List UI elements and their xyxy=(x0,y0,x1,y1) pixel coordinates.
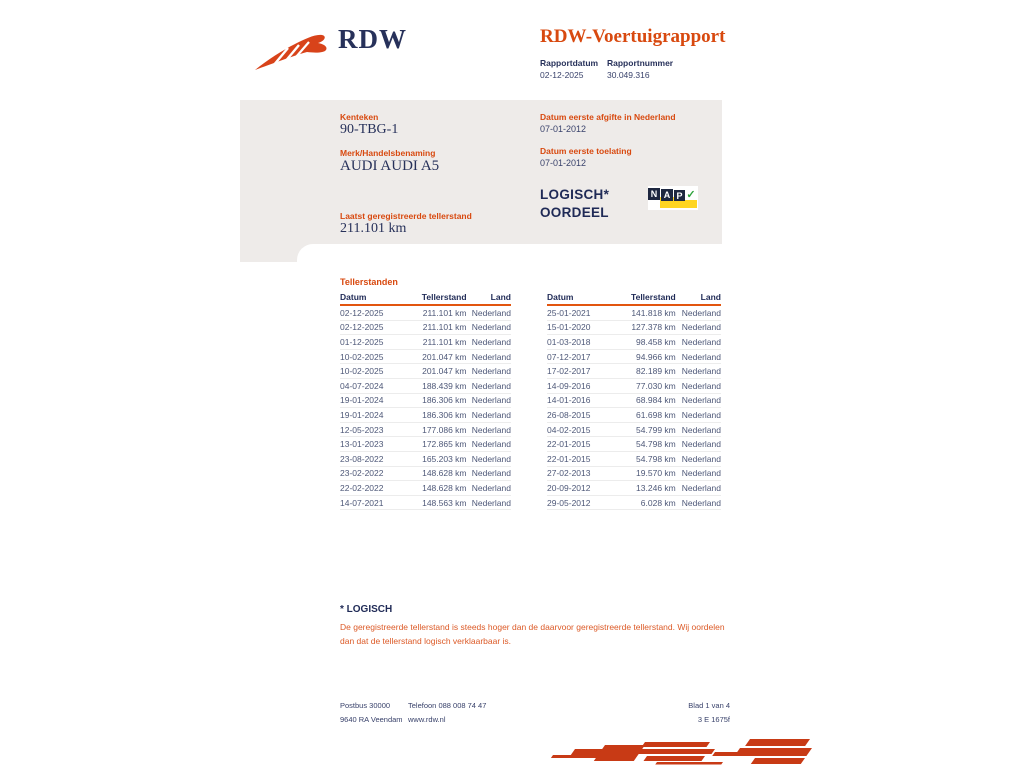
table-row xyxy=(340,379,511,394)
cell-datum: 19-01-2024 xyxy=(340,395,384,406)
cell-land: Nederland xyxy=(471,366,511,377)
cell-datum: 22-02-2022 xyxy=(340,482,384,493)
cell-datum: 07-12-2017 xyxy=(547,351,591,362)
cell-datum: 04-02-2015 xyxy=(547,424,591,435)
cell-tellerstand: 54.798 km xyxy=(636,439,676,450)
cell-datum: 26-08-2015 xyxy=(547,409,591,420)
cell-land: Nederland xyxy=(471,322,511,333)
cell-land: Nederland xyxy=(681,395,721,406)
table-row xyxy=(547,394,721,409)
cell-land: Nederland xyxy=(471,336,511,347)
cell-land: Nederland xyxy=(471,395,511,406)
table-row xyxy=(340,467,511,482)
nap-letter-a: A xyxy=(661,189,673,201)
toelating-label: Datum eerste toelating xyxy=(540,146,632,156)
table-body xyxy=(340,306,511,510)
report-number-label: Rapportnummer xyxy=(607,58,674,68)
cell-datum: 01-03-2018 xyxy=(547,336,591,347)
col-header-tellerstand: Tellerstand xyxy=(631,292,676,302)
cell-land: Nederland xyxy=(681,482,721,493)
cell-datum: 19-01-2024 xyxy=(340,409,384,420)
cell-datum: 23-02-2022 xyxy=(340,468,384,479)
afgifte-value: 07-01-2012 xyxy=(540,124,587,134)
report-date-label: Rapportdatum xyxy=(540,58,599,68)
cell-land: Nederland xyxy=(681,307,721,318)
cell-land: Nederland xyxy=(681,439,721,450)
tellerstanden-section-title: Tellerstanden xyxy=(340,277,398,287)
table-row xyxy=(340,350,511,365)
cell-tellerstand: 141.818 km xyxy=(631,307,676,318)
table-row xyxy=(547,481,721,496)
cell-datum: 12-05-2023 xyxy=(340,424,384,435)
kenteken-value: 90-TBG-1 xyxy=(340,122,399,137)
cell-tellerstand: 211.101 km xyxy=(422,307,467,318)
cell-land: Nederland xyxy=(681,409,721,420)
cell-tellerstand: 68.984 km xyxy=(636,395,676,406)
col-header-land: Land xyxy=(700,292,721,302)
footer-website: www.rdw.nl xyxy=(408,715,446,724)
cell-datum: 23-08-2022 xyxy=(340,453,384,464)
table-row xyxy=(547,496,721,511)
col-header-tellerstand: Tellerstand xyxy=(421,292,467,302)
cell-land: Nederland xyxy=(471,453,511,464)
footer-contact xyxy=(408,699,486,727)
cell-land: Nederland xyxy=(681,468,721,479)
cell-land: Nederland xyxy=(471,497,511,508)
table-row xyxy=(547,408,721,423)
tellerstanden-table-left xyxy=(340,290,511,510)
nap-logo xyxy=(648,186,698,210)
table-row xyxy=(547,452,721,467)
footer-phone: Telefoon 088 008 74 47 xyxy=(408,701,487,710)
cell-tellerstand: 148.628 km xyxy=(422,468,467,479)
cell-datum: 02-12-2025 xyxy=(340,307,384,318)
col-header-land: Land xyxy=(490,292,511,302)
table-row xyxy=(340,423,511,438)
cell-land: Nederland xyxy=(681,424,721,435)
cell-tellerstand: 54.798 km xyxy=(636,453,676,464)
cell-tellerstand: 82.189 km xyxy=(636,366,676,377)
cell-land: Nederland xyxy=(681,336,721,347)
table-body xyxy=(547,306,721,510)
cell-tellerstand: 54.799 km xyxy=(636,424,676,435)
table-row xyxy=(340,364,511,379)
cell-land: Nederland xyxy=(471,482,511,493)
nap-letter-n: N xyxy=(648,188,660,200)
cell-tellerstand: 201.047 km xyxy=(422,351,467,362)
table-row xyxy=(340,452,511,467)
cell-tellerstand: 127.378 km xyxy=(631,322,676,333)
kenteken-label: Kenteken xyxy=(340,112,379,122)
cell-tellerstand: 148.628 km xyxy=(422,482,467,493)
cell-datum: 04-07-2024 xyxy=(340,380,384,391)
footer-page-number: Blad 1 van 4 xyxy=(688,701,730,710)
cell-tellerstand: 177.086 km xyxy=(422,424,467,435)
table-row xyxy=(547,335,721,350)
cell-tellerstand: 98.458 km xyxy=(636,336,676,347)
rdw-wing-logo-icon xyxy=(253,26,335,72)
cell-datum: 13-01-2023 xyxy=(340,439,384,450)
col-header-datum: Datum xyxy=(547,292,574,302)
table-header xyxy=(340,290,511,306)
cell-tellerstand: 165.203 km xyxy=(422,453,467,464)
table-row xyxy=(340,335,511,350)
footer-address-line2: 9640 RA Veendam xyxy=(340,715,403,724)
cell-land: Nederland xyxy=(681,497,721,508)
cell-land: Nederland xyxy=(681,453,721,464)
cell-datum: 14-07-2021 xyxy=(340,497,384,508)
table-row xyxy=(340,321,511,336)
table-row xyxy=(547,321,721,336)
table-row xyxy=(547,350,721,365)
cell-datum: 14-01-2016 xyxy=(547,395,591,406)
cell-datum: 17-02-2017 xyxy=(547,366,591,377)
tellerstand-value: 211.101 km xyxy=(340,221,407,236)
report-number-value: 30.049.316 xyxy=(607,70,650,80)
vehicle-summary-panel xyxy=(240,100,722,262)
nap-check-icon: ✓ xyxy=(686,188,696,201)
cell-land: Nederland xyxy=(471,351,511,362)
table-row xyxy=(340,408,511,423)
cell-tellerstand: 6.028 km xyxy=(640,497,676,508)
table-row xyxy=(340,394,511,409)
cell-tellerstand: 77.030 km xyxy=(636,380,676,391)
cell-datum: 27-02-2013 xyxy=(547,468,591,479)
footer-page-info xyxy=(640,699,730,727)
cell-land: Nederland xyxy=(471,468,511,479)
cell-tellerstand: 211.101 km xyxy=(422,322,467,333)
cell-datum: 14-09-2016 xyxy=(547,380,591,391)
cell-datum: 02-12-2025 xyxy=(340,322,384,333)
oordeel-line2: OORDEEL xyxy=(540,205,609,220)
cell-datum: 10-02-2025 xyxy=(340,351,384,362)
tellerstand-label: Laatst geregistreerde tellerstand xyxy=(340,211,472,221)
cell-datum: 22-01-2015 xyxy=(547,439,591,450)
cell-datum: 15-01-2020 xyxy=(547,322,591,333)
cell-datum: 01-12-2025 xyxy=(340,336,384,347)
cell-tellerstand: 13.246 km xyxy=(636,482,676,493)
nap-letter-p: P xyxy=(674,190,685,201)
page-title: RDW-Voertuigrapport xyxy=(540,26,726,47)
table-row xyxy=(340,481,511,496)
cell-datum: 25-01-2021 xyxy=(547,307,591,318)
cell-tellerstand: 211.101 km xyxy=(422,336,467,347)
table-row xyxy=(547,306,721,321)
cell-tellerstand: 94.966 km xyxy=(636,351,676,362)
footer-stripes-decoration-icon xyxy=(545,736,813,768)
table-row xyxy=(547,467,721,482)
cell-datum: 20-09-2012 xyxy=(547,482,591,493)
cell-tellerstand: 186.306 km xyxy=(422,409,467,420)
footer-address-line1: Postbus 30000 xyxy=(340,701,391,710)
table-row xyxy=(547,423,721,438)
table-row xyxy=(340,496,511,511)
cell-land: Nederland xyxy=(471,424,511,435)
merk-value: AUDI AUDI A5 xyxy=(340,158,440,174)
footer-address xyxy=(340,699,403,727)
cell-tellerstand: 188.439 km xyxy=(422,380,467,391)
table-header xyxy=(547,290,721,306)
table-row xyxy=(547,364,721,379)
footer-form-code: 3 E 1675f xyxy=(697,715,730,724)
cell-datum: 22-01-2015 xyxy=(547,453,591,464)
cell-land: Nederland xyxy=(471,439,511,450)
table-row xyxy=(340,437,511,452)
cell-tellerstand: 186.306 km xyxy=(422,395,467,406)
panel-rounded-notch xyxy=(297,244,737,264)
table-row xyxy=(547,437,721,452)
footnote-text: De geregistreerde tellerstand is steeds hoger dan de daarvoor geregistreerde tellerstand. Wij oordelen dan dat de tellerstand logisch verklaarbaar is. xyxy=(340,622,725,646)
cell-datum: 10-02-2025 xyxy=(340,366,384,377)
tellerstanden-table-right xyxy=(547,290,721,510)
cell-land: Nederland xyxy=(681,380,721,391)
afgifte-label: Datum eerste afgifte in Nederland xyxy=(540,112,676,122)
cell-tellerstand: 148.563 km xyxy=(422,497,467,508)
report-date-value: 02-12-2025 xyxy=(540,70,584,80)
cell-land: Nederland xyxy=(681,322,721,333)
toelating-value: 07-01-2012 xyxy=(540,158,587,168)
cell-land: Nederland xyxy=(471,307,511,318)
cell-land: Nederland xyxy=(471,380,511,391)
col-header-datum: Datum xyxy=(340,292,367,302)
footnote-title: * LOGISCH xyxy=(340,604,393,615)
cell-datum: 29-05-2012 xyxy=(547,497,591,508)
merk-label: Merk/Handelsbenaming xyxy=(340,148,436,158)
cell-tellerstand: 201.047 km xyxy=(422,366,467,377)
oordeel-line1: LOGISCH* xyxy=(540,187,610,202)
cell-tellerstand: 19.570 km xyxy=(636,468,676,479)
cell-land: Nederland xyxy=(681,366,721,377)
cell-tellerstand: 172.865 km xyxy=(422,439,467,450)
table-row xyxy=(547,379,721,394)
table-row xyxy=(340,306,511,321)
oordeel-text xyxy=(540,186,609,222)
cell-tellerstand: 61.698 km xyxy=(636,409,676,420)
cell-land: Nederland xyxy=(681,351,721,362)
cell-land: Nederland xyxy=(471,409,511,420)
rdw-logo-text: RDW xyxy=(338,24,407,54)
